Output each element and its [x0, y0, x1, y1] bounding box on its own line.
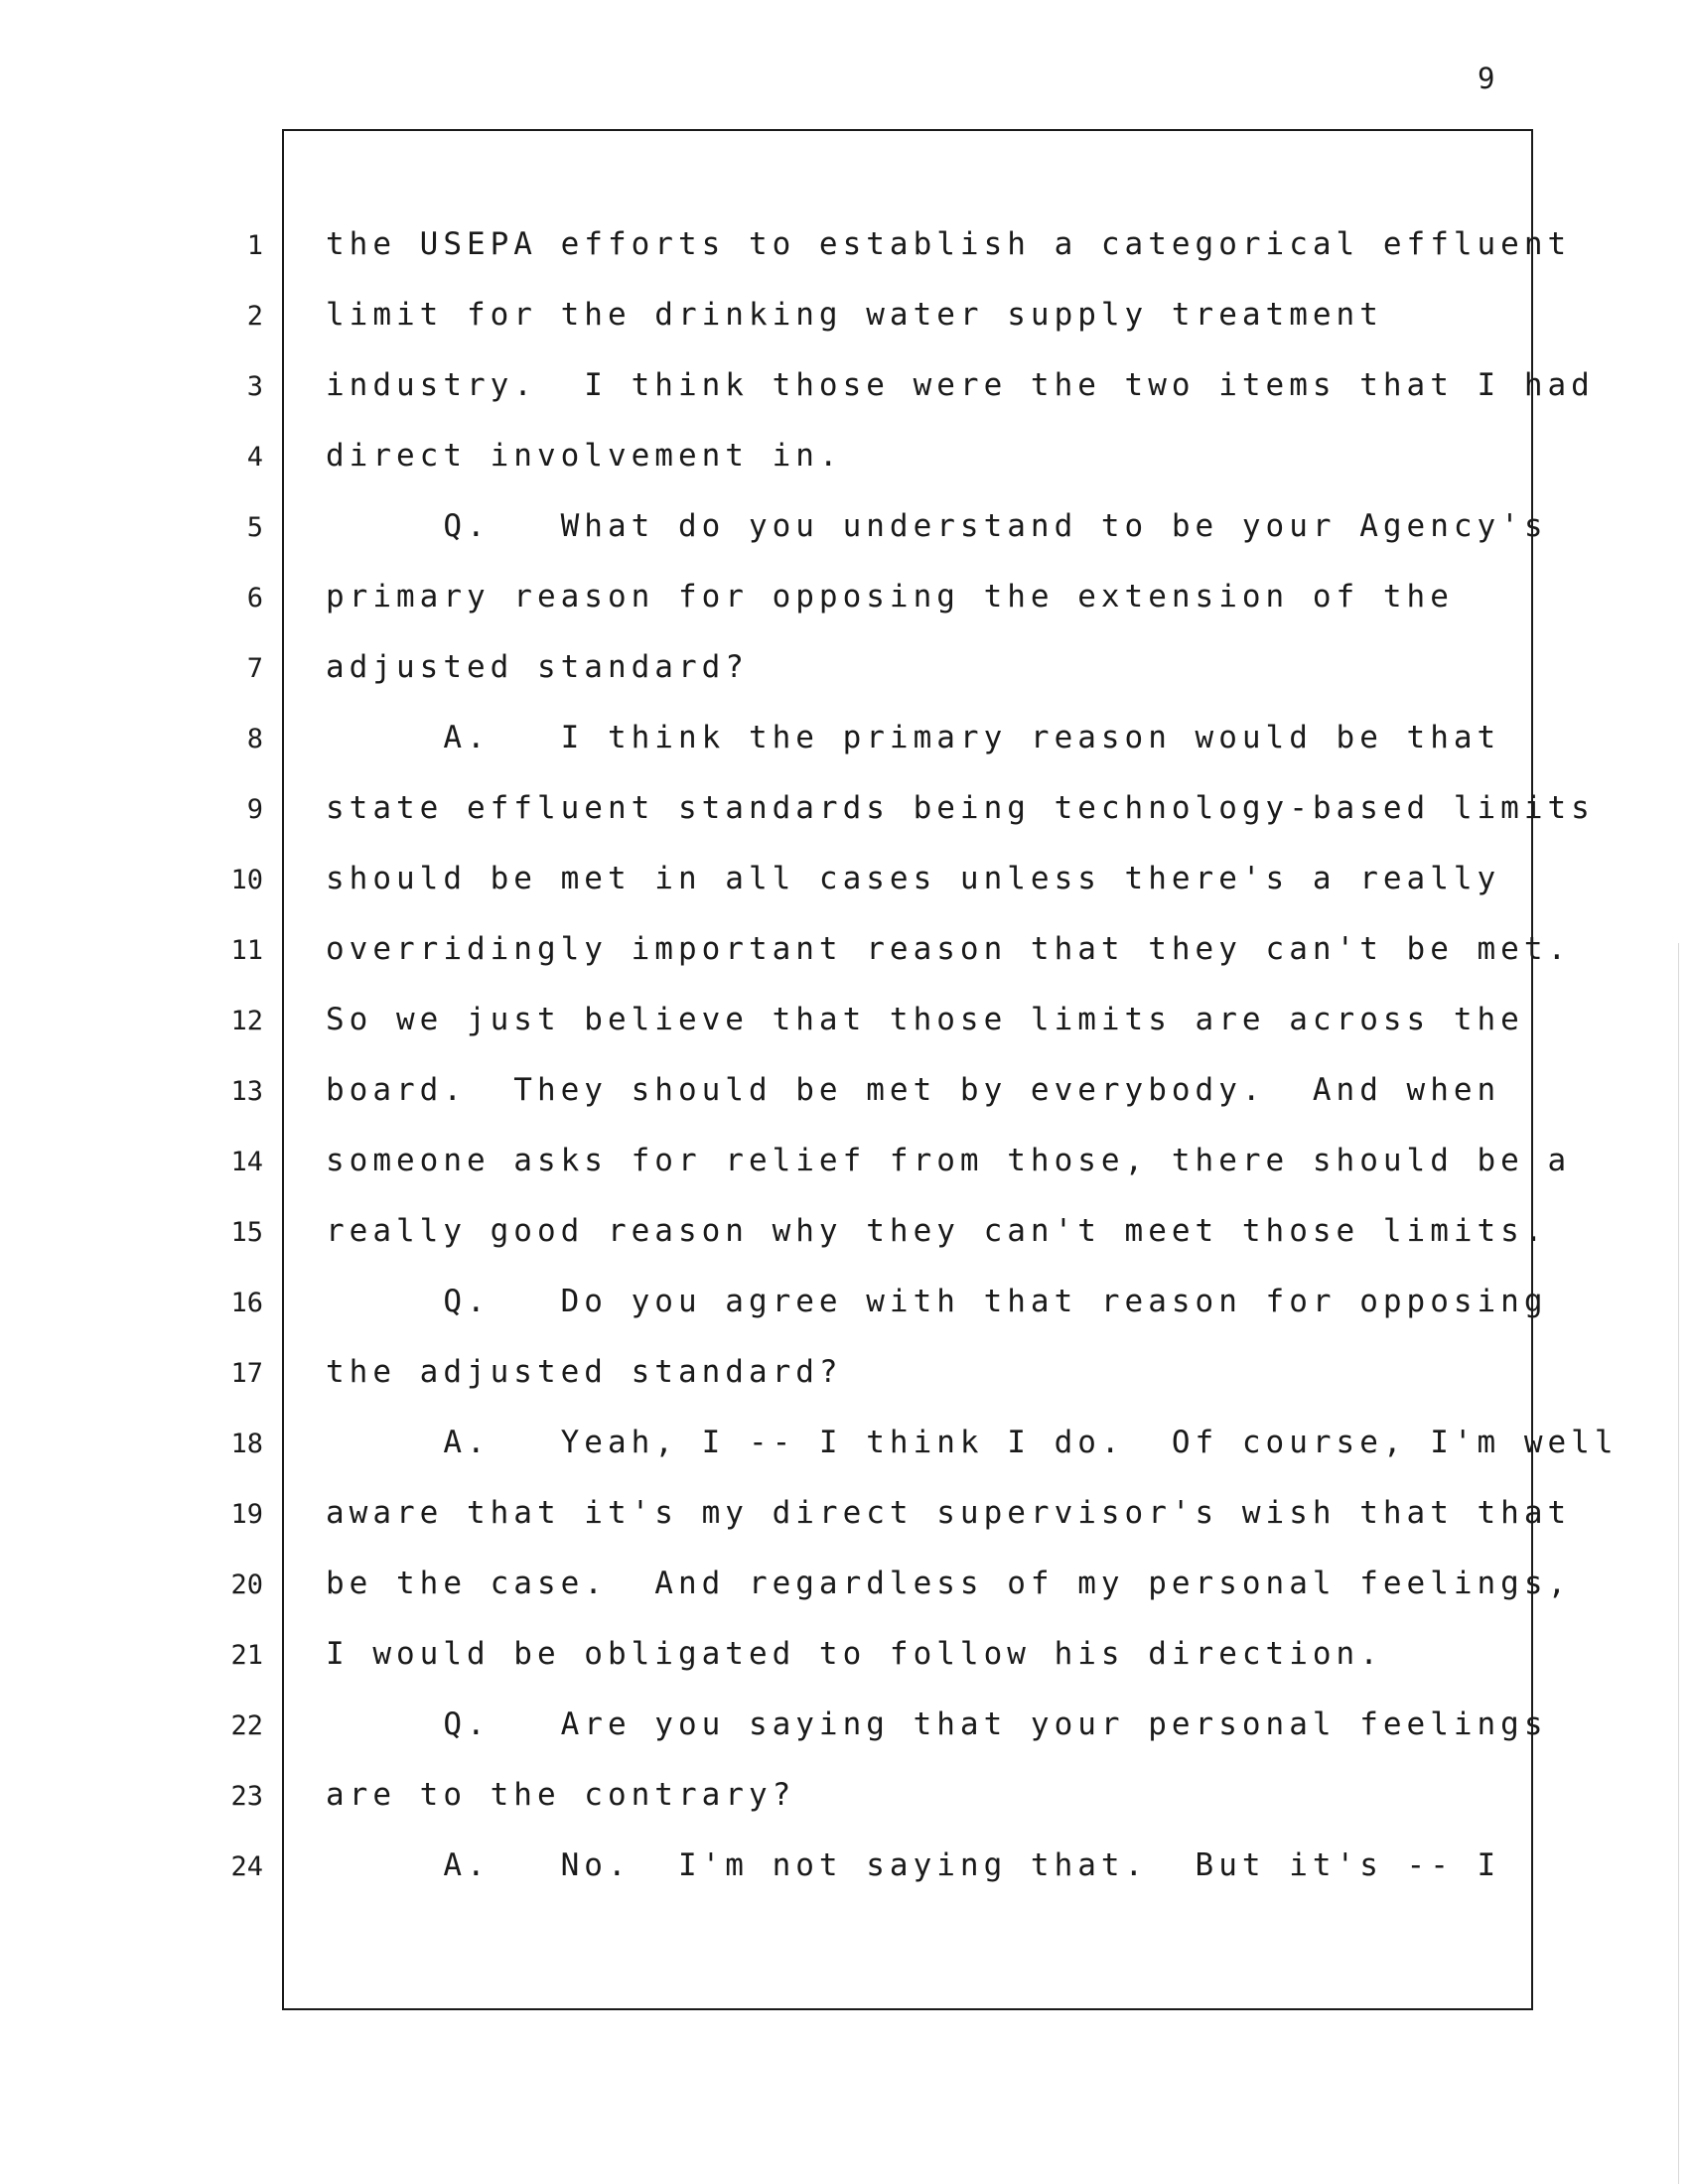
transcript-line: someone asks for relief from those, there should be a: [326, 1143, 1572, 1178]
line-number: 20: [230, 1570, 263, 1600]
transcript-line: industry. I think those were the two items that I had: [326, 367, 1595, 403]
transcript-line: Q. Do you agree with that reason for opposing: [326, 1284, 1548, 1319]
line-number: 4: [246, 442, 263, 473]
transcript-line: board. They should be met by everybody. And when: [326, 1072, 1501, 1108]
line-number: 18: [230, 1429, 263, 1459]
line-number: 1: [246, 230, 263, 261]
transcript-line: aware that it's my direct supervisor's wish that that: [326, 1495, 1572, 1531]
line-number: 16: [230, 1288, 263, 1318]
line-number: 23: [230, 1781, 263, 1812]
transcript-line: the USEPA efforts to establish a categorical effluent: [326, 226, 1572, 262]
line-number: 13: [230, 1076, 263, 1107]
transcript-line: should be met in all cases unless there's a really: [326, 861, 1501, 896]
transcript-line: direct involvement in.: [326, 438, 843, 474]
transcript-line: I would be obligated to follow his direction.: [326, 1636, 1383, 1672]
transcript-line: adjusted standard?: [326, 649, 749, 685]
line-number: 8: [246, 724, 263, 754]
line-number: 6: [246, 583, 263, 614]
line-number: 7: [246, 653, 263, 684]
transcript-line: primary reason for opposing the extension of the: [326, 579, 1454, 614]
page-number: 9: [1478, 62, 1496, 95]
transcript-line: be the case. And regardless of my personal feelings,: [326, 1566, 1572, 1601]
line-number: 17: [230, 1358, 263, 1389]
transcript-line: the adjusted standard?: [326, 1354, 843, 1390]
transcript-line: overridingly important reason that they can't be met.: [326, 931, 1572, 967]
line-number: 10: [230, 865, 263, 895]
line-number: 3: [246, 371, 263, 402]
line-number: 9: [246, 794, 263, 825]
transcript-line: limit for the drinking water supply treatment: [326, 297, 1383, 333]
transcript-line: Q. Are you saying that your personal feelings: [326, 1706, 1548, 1742]
transcript-line: really good reason why they can't meet those limits.: [326, 1213, 1548, 1249]
line-number: 5: [246, 512, 263, 543]
line-number: 12: [230, 1006, 263, 1036]
transcript-line: A. I think the primary reason would be that: [326, 720, 1501, 755]
transcript-line: are to the contrary?: [326, 1777, 796, 1813]
line-number: 2: [246, 301, 263, 332]
transcript-line: A. Yeah, I -- I think I do. Of course, I'm well: [326, 1425, 1619, 1460]
transcript-line: A. No. I'm not saying that. But it's -- I: [326, 1847, 1501, 1883]
transcript-line: state effluent standards being technology-based limits: [326, 790, 1595, 826]
transcript-line: Q. What do you understand to be your Agency's: [326, 508, 1548, 544]
transcript-line: So we just believe that those limits are across the: [326, 1002, 1524, 1037]
line-number: 22: [230, 1710, 263, 1741]
line-number: 14: [230, 1147, 263, 1177]
page-edge-mark: [1678, 943, 1679, 2184]
line-number: 11: [230, 935, 263, 966]
line-number: 21: [230, 1640, 263, 1671]
line-number: 19: [230, 1499, 263, 1530]
line-number: 15: [230, 1217, 263, 1248]
line-number: 24: [230, 1851, 263, 1882]
